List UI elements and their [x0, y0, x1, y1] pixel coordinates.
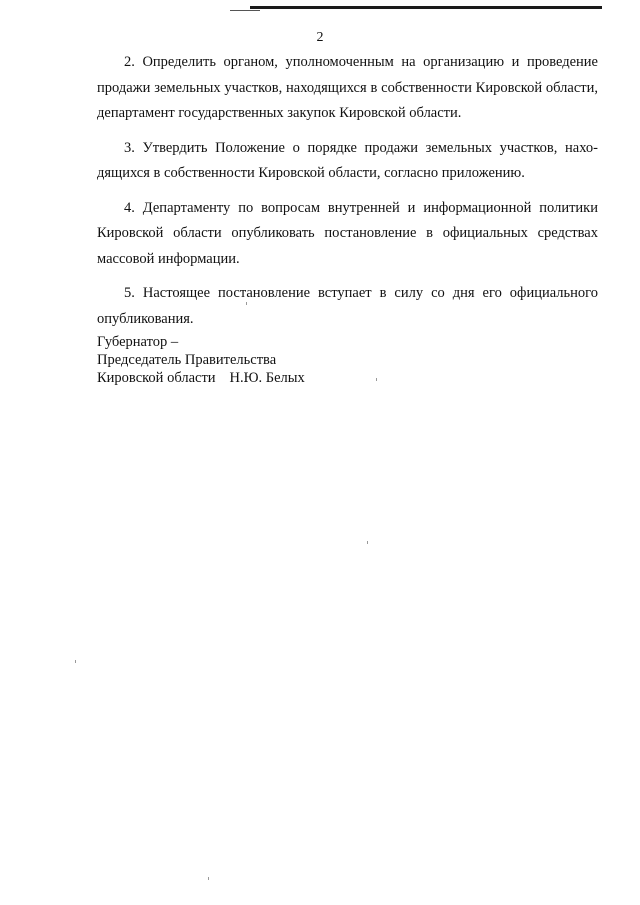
signature-title-governor: Губернатор – [97, 334, 179, 350]
paragraph-3: 3. Утвердить Положение о порядке продажи земельных участков, находящихся в собственности Кировской области, согласно приложению. [97, 139, 598, 181]
page-number: 2 [316, 30, 324, 45]
scan-speck [208, 877, 209, 880]
paragraph-2: 2. Определить органом, уполномоченным на организацию и проведение продажи земельных участков, находящихся в собственности Кировской области, департамент государственных закупок Кировской области. [97, 54, 598, 121]
scan-speck [376, 378, 377, 381]
signature-block [97, 333, 305, 387]
scan-speck [367, 541, 368, 544]
header-rule-thin [230, 10, 260, 11]
signature-region-line [97, 369, 305, 387]
scan-speck [246, 302, 247, 305]
paragraph-5: 5. Настоящее постановление вступает в силу со дня его официального опубликования. [97, 285, 598, 327]
signatory-name: Н.Ю. Белых [229, 370, 305, 386]
paragraph-4: 4. Департаменту по вопросам внутренней и информационной политики Кировской области опубликовать постановление в официальных средствах массовой информации. [97, 199, 598, 267]
scan-speck [75, 660, 76, 663]
header-rule [250, 6, 602, 9]
document-body [97, 50, 598, 341]
signature-region: Кировской области [97, 370, 216, 386]
signature-title-chairman: Председатель Правительства [97, 352, 277, 368]
